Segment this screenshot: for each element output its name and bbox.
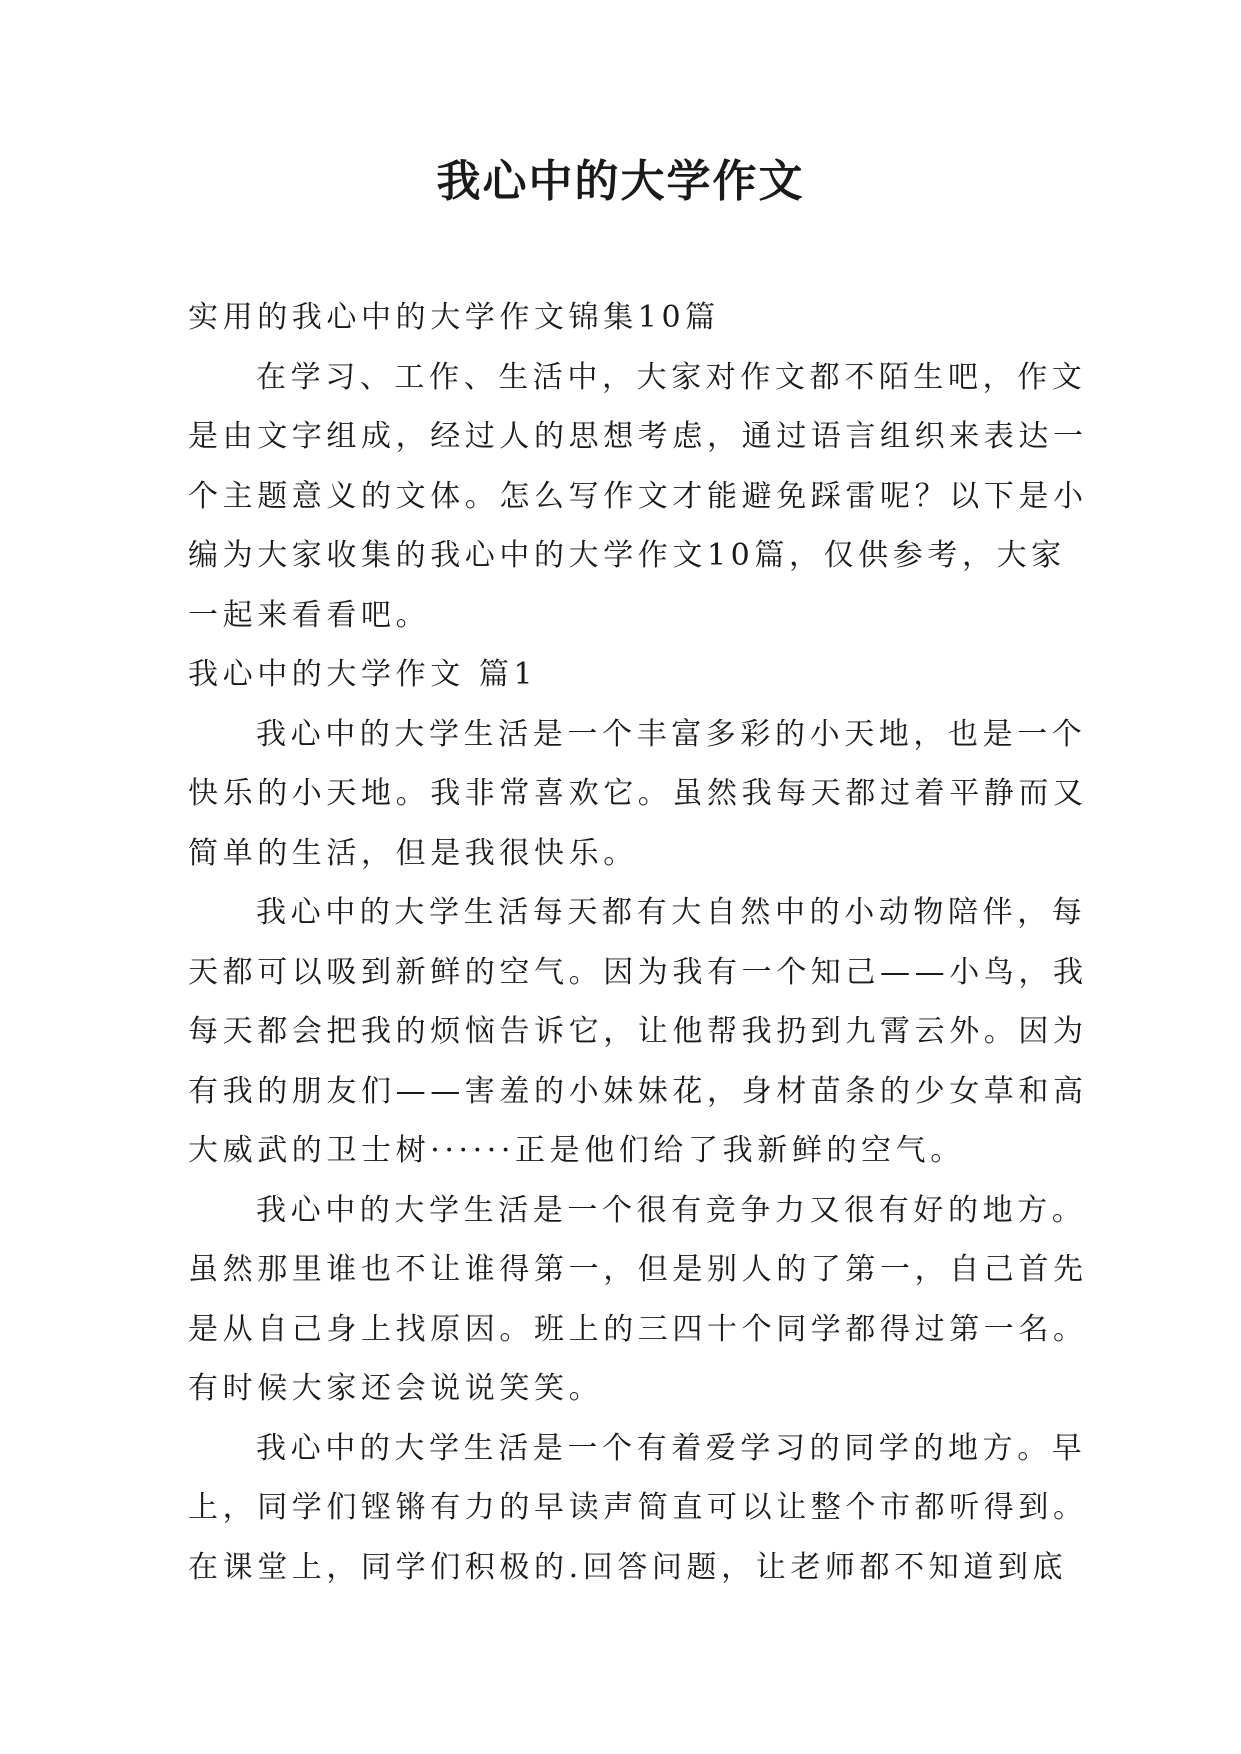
text-line: 简单的生活，但是我很快乐。 <box>188 835 638 871</box>
text-line: 在学习、工作、生活中，大家对作文都不陌生吧，作文 <box>256 359 1087 395</box>
text-line: 实用的我心中的大学作文锦集10篇 <box>188 300 720 335</box>
text-line: 在课堂上，同学们积极的.回答问题，让老师都不知道到底 <box>188 1549 1068 1585</box>
text-line: 我心中的大学生活是一个有着爱学习的同学的地方。早 <box>256 1430 1087 1466</box>
text-line: 个主题意义的文体。怎么写作文才能避免踩雷呢？以下是小 <box>188 478 1088 514</box>
text-line: 大威武的卫士树······正是他们给了我新鲜的空气。 <box>188 1133 965 1168</box>
document-body <box>188 288 1088 1597</box>
text-line: 虽然那里谁也不让谁得第一，但是别人的了第一，自己首先 <box>188 1252 1088 1287</box>
document-title: 我心中的大学作文 <box>436 156 805 207</box>
text-line: 我心中的大学生活是一个丰富多彩的小天地，也是一个 <box>256 716 1087 752</box>
text-line: 有我的朋友们——害羞的小妹妹花，身材苗条的少女草和高 <box>188 1073 1088 1109</box>
text-line: 是由文字组成，经过人的思想考虑，通过语言组织来表达一 <box>188 419 1088 454</box>
text-line: 快乐的小天地。我非常喜欢它。虽然我每天都过着平静而又 <box>188 776 1088 811</box>
text-line: 有时候大家还会说说笑笑。 <box>188 1371 604 1406</box>
text-line: 天都可以吸到新鲜的空气。因为我有一个知己——小鸟，我 <box>188 954 1088 990</box>
text-line: 一起来看看吧。 <box>188 597 431 633</box>
text-line: 我心中的大学生活是一个很有竞争力又很有好的地方。 <box>256 1192 1087 1228</box>
text-line: 每天都会把我的烦恼告诉它，让他帮我扔到九霄云外。因为 <box>188 1014 1088 1049</box>
text-line: 上，同学们铿锵有力的早读声简直可以让整个市都听得到。 <box>188 1490 1088 1525</box>
text-line: 是从自己身上找原因。班上的三四十个同学都得过第一名。 <box>188 1311 1088 1347</box>
text-line: 我心中的大学生活每天都有大自然中的小动物陪伴，每 <box>256 895 1087 930</box>
section-heading: 我心中的大学作文 篇1 <box>188 657 538 692</box>
text-line: 编为大家收集的我心中的大学作文10篇，仅供参考，大家 <box>188 538 1066 573</box>
